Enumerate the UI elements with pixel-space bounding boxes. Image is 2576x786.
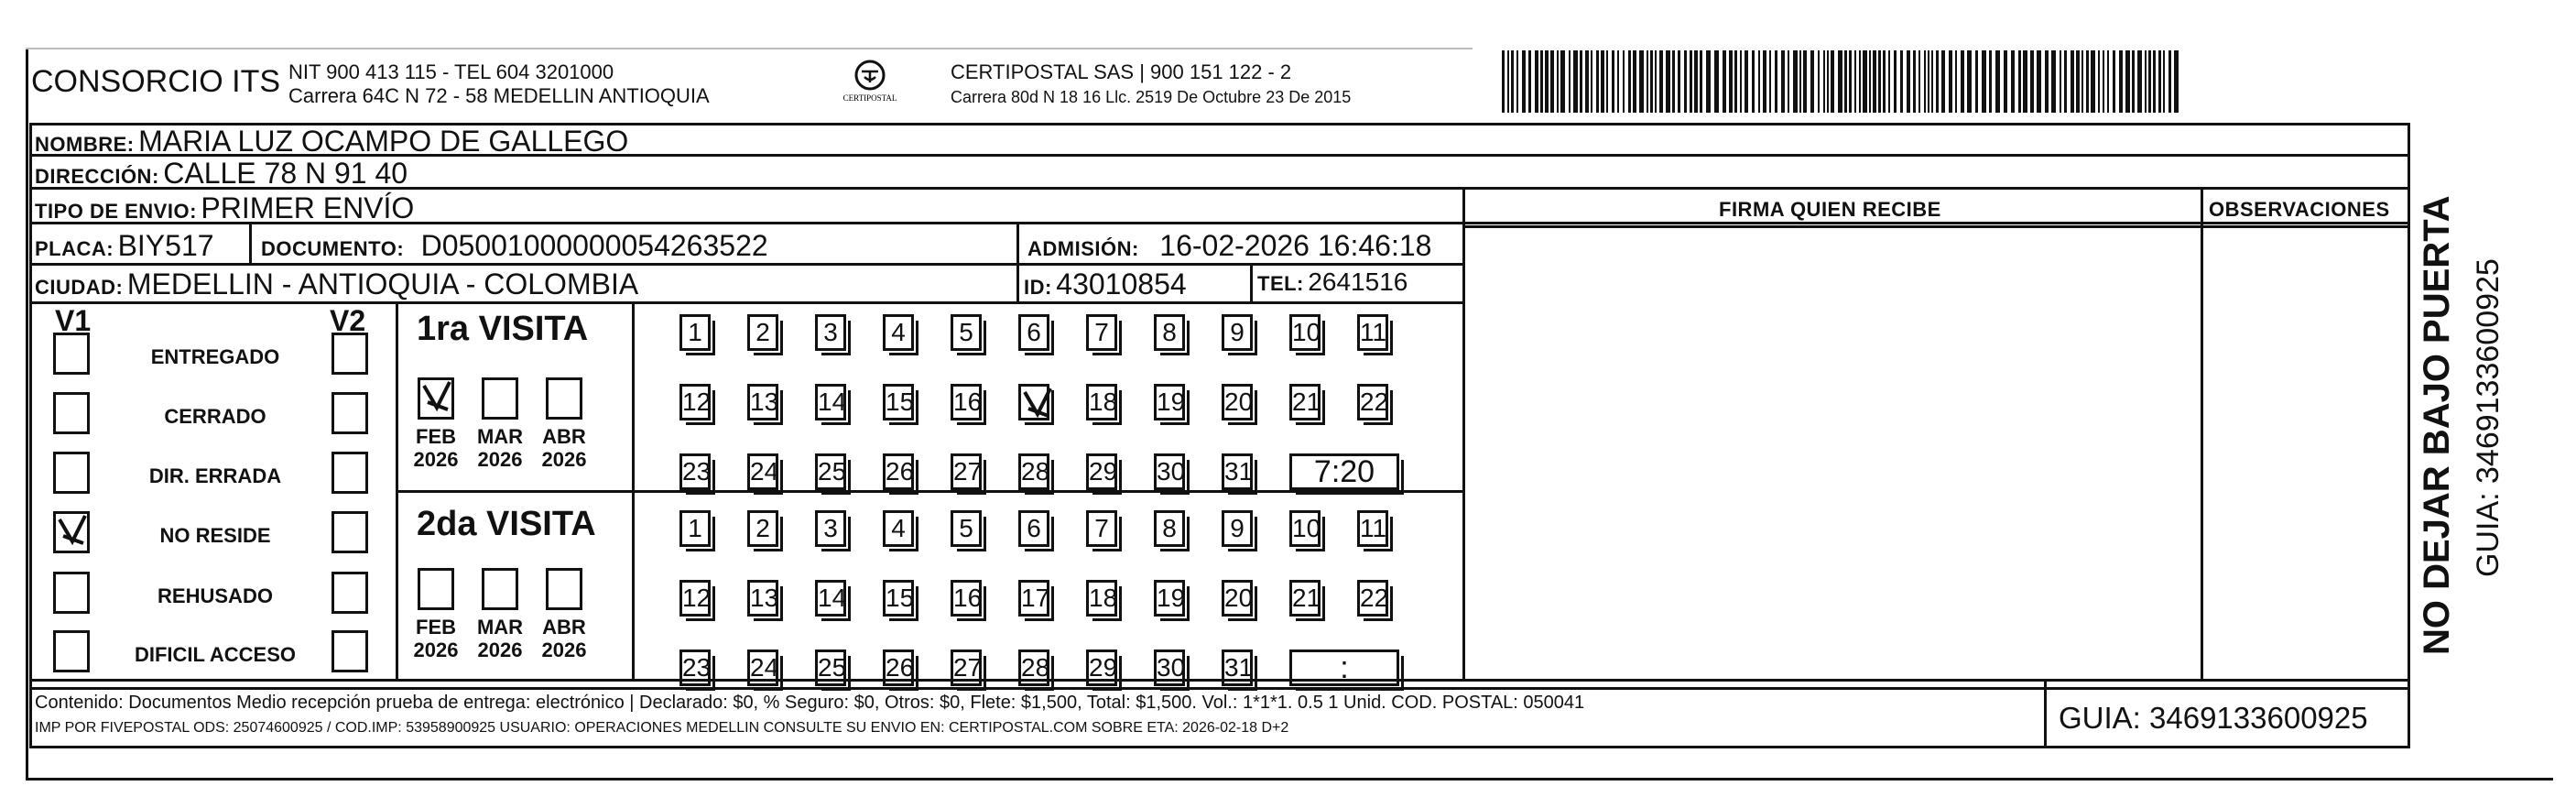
barcode [1502,50,2184,113]
id-label: ID: [1024,276,1052,299]
barcode-bar [1883,50,1886,113]
status-label-dificil-acceso: DIFICIL ACCESO [134,643,296,666]
v2-label: V2 [330,304,366,337]
barcode-bar [2119,50,2123,113]
day-box-6[interactable]: 6 [1018,314,1049,351]
month-label-mar: MAR 2026 [476,425,524,472]
check-mark-icon [1021,387,1058,423]
day-box-18[interactable]: 18 [1086,580,1117,617]
barcode-bar [1758,50,1760,113]
barcode-bar [1606,50,1608,113]
day-box-12[interactable]: 12 [679,384,711,420]
barcode-bar [1528,50,1531,113]
barcode-bar [1799,50,1801,113]
barcode-bar [1863,50,1867,113]
documento-row [261,231,768,260]
barcode-bar [1666,50,1670,113]
day-box-13[interactable]: 13 [747,384,778,420]
signature-area[interactable] [1465,229,2198,678]
barcode-bar [1585,50,1589,113]
certipostal-logo [838,57,902,107]
day-box-19[interactable]: 19 [1154,580,1185,617]
v1-checkbox-dificil-acceso[interactable] [53,630,90,672]
status-label-rehusado: REHUSADO [158,584,273,607]
barcode-bar [1678,50,1680,113]
barcode-bar [1793,50,1798,113]
barcode-bar [2081,50,2083,113]
barcode-bar [1854,50,1856,113]
day-box-10[interactable]: 10 [1289,510,1321,547]
barcode-bar [1516,50,1518,113]
day-box-8[interactable]: 8 [1154,314,1185,351]
day-box-11[interactable]: 11 [1357,510,1388,547]
nit-line: NIT 900 413 115 - TEL 604 3201000 [288,60,614,83]
barcode-bar [2071,50,2074,113]
barcode-bar [1550,50,1554,113]
direccion-row [35,158,408,188]
nombre-value: MARIA LUZ OCAMPO DE GALLEGO [138,125,629,158]
barcode-bar [2098,50,2100,113]
day-box-26[interactable]: 26 [883,453,914,490]
footer-contenido: Contenido: Documentos Medio recepción prueba de entrega: electrónico | Declarado: $0, % Seguro: $0, Otros: $0, Flete: $1,500, Total: $1,500. Vol.: 1*1*1. 0.5 1 Unid. COD. POSTAL: 050041 [35,693,1585,713]
barcode-bar [1752,50,1755,113]
barcode-bar [2158,50,2161,113]
month-checkbox-feb[interactable] [418,568,454,610]
barcode-bar [1941,50,1945,113]
barcode-bar [1975,50,1978,113]
barcode-bar [1557,50,1559,113]
barcode-bar [2004,50,2007,113]
barcode-bar [1823,50,1825,113]
v2-checkbox-rehusado[interactable] [332,572,368,614]
month-label-abr: ABR 2026 [541,425,587,472]
barcode-bar [2060,50,2061,113]
barcode-bar [1869,50,1871,113]
day-box-8[interactable]: 8 [1154,510,1185,547]
barcode-bar [1849,50,1852,113]
month-label-abr: ABR 2026 [541,616,587,662]
certipostal-address: Carrera 80d N 18 16 Llc. 2519 De Octubre 23 De 2015 [951,88,1352,106]
day-box-31[interactable]: 31 [1222,650,1253,686]
v1-checkbox-rehusado[interactable] [53,572,90,614]
certipostal-line: CERTIPOSTAL SAS | 900 151 122 - 2 [951,60,1292,83]
barcode-bar [1928,50,1929,113]
barcode-bar [1888,50,1890,113]
barcode-bar [1628,50,1631,113]
status-label-dir-errada: DIR. ERRADA [148,464,282,487]
day-box-28[interactable]: 28 [1018,453,1049,490]
month-checkbox-abr[interactable] [546,377,582,420]
day-box-21[interactable]: 21 [1289,580,1321,617]
v2-checkbox-cerrado[interactable] [332,392,368,434]
barcode-bar [1522,50,1526,113]
day-box-14[interactable]: 14 [815,580,846,617]
barcode-bar [1580,50,1582,113]
day-box-4[interactable]: 4 [883,510,914,547]
day-box-20[interactable]: 20 [1222,580,1253,617]
month-label-mar: MAR 2026 [476,616,524,662]
barcode-bar [1982,50,1986,113]
barcode-bar [1714,50,1719,113]
barcode-bar [1900,50,1903,113]
day-box-1[interactable]: 1 [679,510,711,547]
barcode-bar [1810,50,1814,113]
admision-label: ADMISIÓN: [1027,237,1139,260]
barcode-bar [1844,50,1847,113]
day-box-2[interactable]: 2 [747,510,778,547]
barcode-bar [1507,50,1509,113]
barcode-bar [2145,50,2147,113]
day-box-14[interactable]: 14 [815,384,846,420]
day-box-15[interactable]: 15 [883,580,914,617]
day-box-3[interactable]: 3 [815,510,846,547]
second-visit-title: 2da VISITA [417,505,596,543]
barcode-bar [1955,50,1957,113]
barcode-bar [2091,50,2095,113]
barcode-bar [1729,50,1733,113]
day-box-7[interactable]: 7 [1086,314,1117,351]
day-box-17[interactable]: 17 [1018,580,1049,617]
day-box-30[interactable]: 30 [1154,650,1185,686]
day-box-31[interactable]: 31 [1222,453,1253,490]
firma-label: FIRMA QUIEN RECIBE [1719,198,1941,221]
barcode-bar [1989,50,1992,113]
status-label-entregado: ENTREGADO [150,345,280,368]
barcode-bar [1623,50,1625,113]
barcode-bar [2018,50,2021,113]
day-box-12[interactable]: 12 [679,580,711,617]
ciudad-value: MEDELLIN - ANTIOQUIA - COLOMBIA [126,267,639,300]
barcode-bar [2064,50,2067,113]
barcode-bar [1672,50,1675,113]
no-dejar-bajo-puerta: NO DEJAR BAJO PUERTA [2417,195,2457,655]
barcode-bar [1596,50,1599,113]
barcode-bar [2051,50,2056,113]
barcode-bar [1740,50,1742,113]
day-box-9[interactable]: 9 [1222,510,1253,547]
barcode-bar [2153,50,2156,113]
barcode-bar [2011,50,2015,113]
day-box-2[interactable]: 2 [747,314,778,351]
day-box-20[interactable]: 20 [1222,384,1253,420]
barcode-bar [1931,50,1933,113]
barcode-bar [1781,50,1785,113]
footer-imp-line: IMP POR FIVEPOSTAL ODS: 25074600925 / COD.IMP: 53958900925 USUARIO: OPERACIONES MEDELLIN CONSULTE SU ENVIO EN: CERTIPOSTAL.COM SOBRE ETA: 2026-02-18 D+2 [35,720,1289,736]
status-label-cerrado: CERRADO [164,405,266,428]
barcode-bar [1706,50,1711,113]
placa-value: BIY517 [117,229,214,262]
side-guia: GUIA: 3469133600925 [2471,258,2505,577]
barcode-bar [1803,50,1807,113]
day-box-26[interactable]: 26 [883,650,914,686]
day-box-25[interactable]: 25 [815,453,846,490]
day-box-13[interactable]: 13 [747,580,778,617]
barcode-bar [1569,50,1571,113]
day-box-29[interactable]: 29 [1086,650,1117,686]
barcode-bar [1540,50,1543,113]
barcode-bar [1827,50,1829,113]
first-visit-title: 1ra VISITA [417,310,589,348]
tel-value: 2641516 [1308,267,1408,296]
v1-checkbox-cerrado[interactable] [53,392,90,434]
barcode-bar [2030,50,2034,113]
day-box-5[interactable]: 5 [951,510,982,547]
barcode-bar [1936,50,1939,113]
status-label-no-reside: NO RESIDE [159,524,271,547]
day-box-29[interactable]: 29 [1086,453,1117,490]
day-box-22[interactable]: 22 [1357,580,1388,617]
documento-value: D05001000000054263522 [420,229,768,262]
month-checkbox-mar[interactable] [482,568,518,610]
barcode-bar [1788,50,1789,113]
tipo-value: PRIMER ENVÍO [201,191,415,224]
day-box-3[interactable]: 3 [815,314,846,351]
day-box-24[interactable]: 24 [747,650,778,686]
month-checkbox-feb[interactable] [418,377,454,420]
ciudad-row [35,269,638,299]
day-box-15[interactable]: 15 [883,384,914,420]
admision-row [1027,231,1431,260]
observaciones-label: OBSERVACIONES [2209,198,2390,221]
day-box-21[interactable]: 21 [1289,384,1321,420]
v2-checkbox-dir-errada[interactable] [332,452,368,494]
v2-checkbox-no-reside[interactable] [332,511,368,553]
day-box-1[interactable]: 1 [679,314,711,351]
barcode-bar [1734,50,1737,113]
v1-checkbox-dir-errada[interactable] [53,452,90,494]
v1-checkbox-entregado[interactable] [53,333,90,375]
v1-label: V1 [55,304,92,337]
day-box-19[interactable]: 19 [1154,384,1185,420]
admision-value: 16-02-2026 16:46:18 [1159,229,1432,262]
nombre-row [35,126,628,156]
barcode-bar [1659,50,1663,113]
barcode-bar [1694,50,1698,113]
barcode-bar [1924,50,1926,113]
nombre-label: NOMBRE: [35,133,135,156]
day-box-11[interactable]: 11 [1357,314,1388,351]
barcode-bar [2103,50,2104,113]
barcode-bar [1723,50,1726,113]
barcode-bar [2107,50,2109,113]
barcode-bar [2023,50,2027,113]
barcode-bar [2137,50,2142,113]
barcode-bar [1745,50,1748,113]
barcode-bar [1700,50,1702,113]
day-box-10[interactable]: 10 [1289,314,1321,351]
day-box-24[interactable]: 24 [747,453,778,490]
day-box-18[interactable]: 18 [1086,384,1117,420]
barcode-bar [1633,50,1636,113]
day-box-28[interactable]: 28 [1018,650,1049,686]
day-box-27[interactable]: 27 [951,650,982,686]
day-box-7[interactable]: 7 [1086,510,1117,547]
barcode-bar [2045,50,2049,113]
id-row [1024,269,1187,299]
visit-time-field[interactable]: 7:20 [1289,453,1399,490]
day-box-17[interactable] [1018,384,1049,420]
address-line: Carrera 64C N 72 - 58 MEDELLIN ANTIOQUIA [288,84,710,107]
barcode-bar [1639,50,1644,113]
barcode-bar [1684,50,1687,113]
barcode-bar [2174,50,2179,113]
documento-label: DOCUMENTO: [261,237,405,260]
placa-row [35,231,214,260]
barcode-bar [1763,50,1766,113]
month-checkbox-abr[interactable] [546,568,582,610]
barcode-bar [2037,50,2041,113]
barcode-bar [1601,50,1604,113]
barcode-bar [1949,50,1952,113]
day-box-4[interactable]: 4 [883,314,914,351]
barcode-bar [1878,50,1881,113]
barcode-bar [1873,50,1876,113]
barcode-bar [1907,50,1910,113]
barcode-bar [1831,50,1834,113]
barcode-bar [2125,50,2130,113]
observaciones-area[interactable] [2203,229,2408,678]
barcode-bar [1775,50,1777,113]
day-box-30[interactable]: 30 [1154,453,1185,490]
barcode-bar [1502,50,1505,113]
day-box-27[interactable]: 27 [951,453,982,490]
barcode-bar [1535,50,1538,113]
barcode-bar [1647,50,1648,113]
v2-checkbox-dificil-acceso[interactable] [332,630,368,672]
barcode-bar [1690,50,1692,113]
placa-label: PLACA: [35,237,114,260]
v1-checkbox-no-reside[interactable] [53,511,90,553]
barcode-bar [2086,50,2089,113]
barcode-bar [1918,50,1920,113]
barcode-bar [1913,50,1916,113]
barcode-bar [1859,50,1861,113]
v2-checkbox-entregado[interactable] [332,333,368,375]
barcode-bar [1612,50,1614,113]
barcode-bar [1655,50,1657,113]
barcode-bar [1511,50,1514,113]
barcode-bar [2076,50,2080,113]
ciudad-label: CIUDAD: [35,276,124,299]
barcode-bar [2163,50,2165,113]
barcode-bar [1838,50,1842,113]
day-box-25[interactable]: 25 [815,650,846,686]
barcode-bar [1591,50,1592,113]
company-name: CONSORCIO ITS [31,64,281,99]
day-box-16[interactable]: 16 [951,384,982,420]
tel-label: TEL: [1257,272,1304,295]
visit-time-field[interactable]: : [1289,650,1399,686]
barcode-bar [1967,50,1972,113]
month-checkbox-mar[interactable] [482,377,518,420]
tipo-label: TIPO DE ENVIO: [35,200,197,223]
barcode-bar [2132,50,2135,113]
month-label-feb: FEB 2026 [413,616,459,662]
check-mark-icon [420,380,457,417]
barcode-bar [1545,50,1549,113]
barcode-bar [2168,50,2171,113]
day-box-9[interactable]: 9 [1222,314,1253,351]
barcode-bar [1573,50,1578,113]
month-label-feb: FEB 2026 [413,425,459,472]
logo-text: CERTIPOSTAL [842,93,897,103]
barcode-bar [1894,50,1897,113]
barcode-bar [1961,50,1964,113]
barcode-bar [2148,50,2151,113]
top-rule [26,48,1473,49]
day-box-5[interactable]: 5 [951,314,982,351]
footer-guia: GUIA: 3469133600925 [2059,701,2368,735]
day-box-6[interactable]: 6 [1018,510,1049,547]
tipo-row [35,193,414,223]
id-value: 43010854 [1056,267,1187,300]
direccion-value: CALLE 78 N 91 40 [163,157,408,190]
check-mark-icon [56,514,92,551]
barcode-bar [1769,50,1771,113]
barcode-bar [1650,50,1653,113]
day-box-23[interactable]: 23 [679,453,711,490]
day-box-23[interactable]: 23 [679,650,711,686]
barcode-bar [1818,50,1820,113]
barcode-bar [1995,50,2000,113]
barcode-bar [1617,50,1619,113]
day-box-16[interactable]: 16 [951,580,982,617]
day-box-22[interactable]: 22 [1357,384,1388,420]
barcode-bar [1560,50,1565,113]
barcode-bar [2113,50,2115,113]
direccion-label: DIRECCIÓN: [35,165,159,188]
tel-row [1257,269,1408,295]
